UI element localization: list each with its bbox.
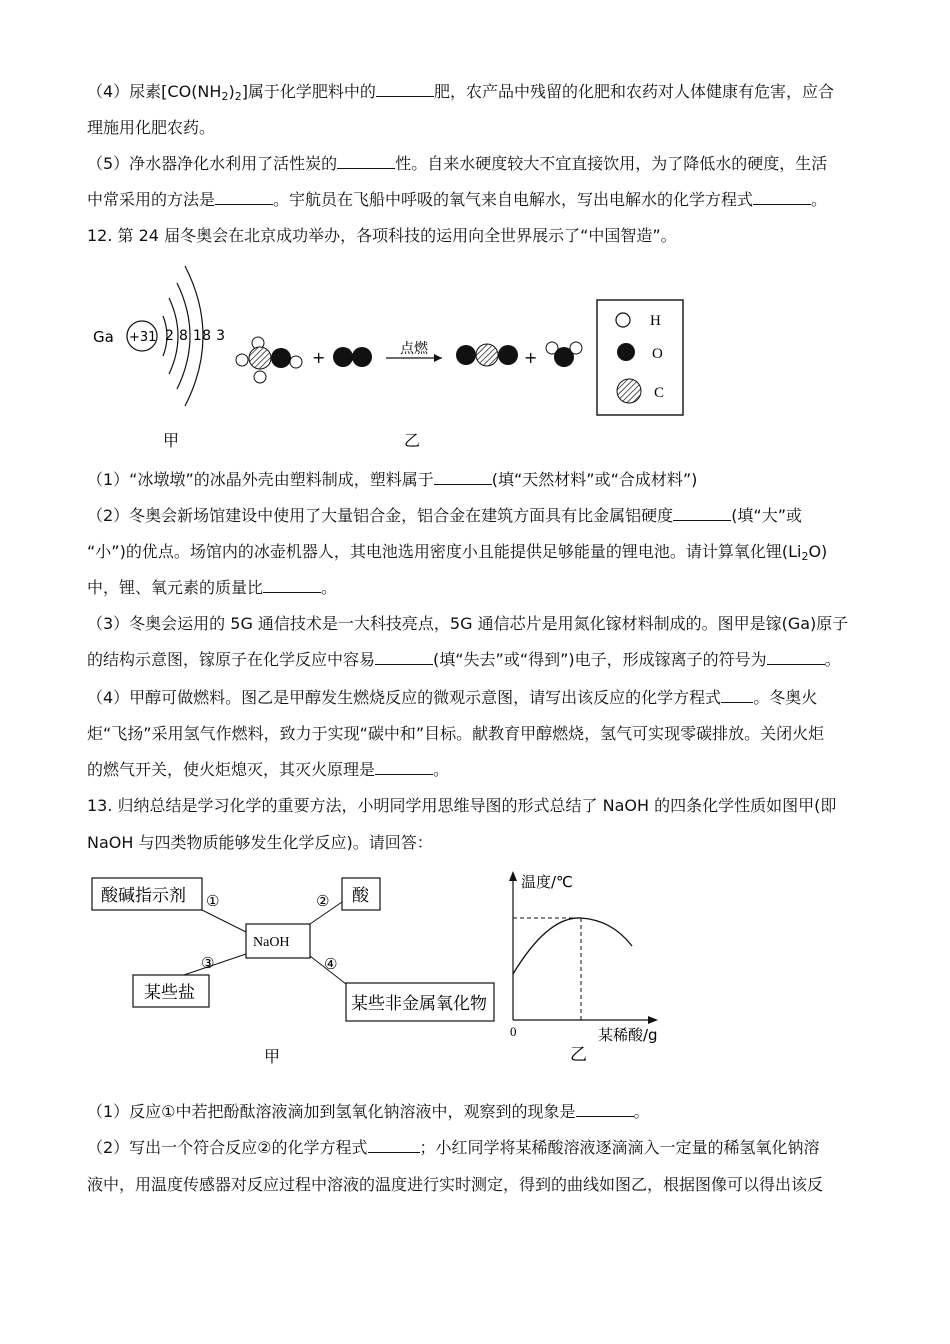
figure-caption-yi-2: 乙 bbox=[570, 1045, 587, 1065]
arrow-head bbox=[434, 354, 442, 362]
q11-part4-line2: 理施用化肥农药。 bbox=[87, 118, 216, 137]
q12-part2-line1: （2）冬奥会新场馆建设中使用了大量铝合金，铝合金在建筑方面具有比金属铝硬度 (填“大”或 bbox=[87, 506, 803, 525]
legend-label-h: H bbox=[650, 313, 661, 329]
plus-sign: + bbox=[312, 348, 326, 367]
q11-part5-line2: 中常采用的方法是 。宇航员在飞船中呼吸的氧气来自电解水，写出电解水的化学方程式 。 bbox=[87, 190, 828, 209]
legend-label-o: O bbox=[652, 346, 663, 362]
answer-blank[interactable] bbox=[767, 650, 825, 665]
temperature-graph bbox=[500, 868, 670, 1068]
q12-part4-line2: 炬“飞扬”采用氢气作燃料，致力于实现“碳中和”目标。献教育甲醇燃烧，氢气可实现零碳排放。关闭火炬 bbox=[87, 724, 825, 743]
figure-caption-jia: 甲 bbox=[163, 431, 180, 450]
box-naoh-label: NaOH bbox=[253, 935, 290, 950]
answer-blank[interactable] bbox=[753, 190, 811, 205]
figure-caption-yi: 乙 bbox=[404, 431, 421, 450]
q12-part3-line1: （3）冬奥会运用的 5G 通信技术是一大科技亮点，5G 通信芯片是用氮化镓材料制成的。图甲是镓(Ga)原子 bbox=[87, 614, 849, 633]
y-axis-arrow bbox=[509, 871, 517, 881]
q13-stem-line2: NaOH 与四类物质能够发生化学反应)。请回答： bbox=[87, 833, 433, 852]
answer-blank[interactable] bbox=[337, 154, 395, 169]
figure-caption-jia-2: 甲 bbox=[264, 1047, 281, 1066]
nucleus-charge: +31 bbox=[129, 330, 157, 345]
answer-blank[interactable] bbox=[375, 650, 433, 665]
q11-part4-line1: （4）尿素$[CO(NH_2)_2]$属于化学肥料中的 肥，农产品中残留的化肥和农药对人体健康有危害，应合 bbox=[87, 82, 834, 103]
answer-blank[interactable] bbox=[375, 760, 433, 775]
box-nonmetal-oxide-label: 某些非金属氧化物 bbox=[351, 994, 487, 1014]
x-axis-arrow bbox=[648, 1016, 658, 1024]
q12-part2-line3: 中，锂、氧元素的质量比 。 bbox=[87, 578, 338, 597]
element-symbol: Ga bbox=[93, 328, 114, 346]
carbon-atom-icon bbox=[617, 379, 641, 403]
reaction-condition: 点燃 bbox=[400, 341, 428, 357]
legend-label-c: C bbox=[654, 385, 665, 401]
marker-4: ④ bbox=[324, 955, 338, 973]
legend-box bbox=[597, 300, 683, 415]
y-axis-label: 温度/℃ bbox=[521, 873, 573, 891]
box-indicator-label: 酸碱指示剂 bbox=[101, 886, 186, 906]
temperature-curve bbox=[513, 918, 632, 974]
q13-stem-line1: 13. 归纳总结是学习化学的重要方法，小明同学用思维导图的形式总结了 NaOH 的四条化学性质如图甲(即 bbox=[87, 796, 837, 815]
x-axis-label: 某稀酸/g bbox=[598, 1026, 658, 1044]
marker-2: ② bbox=[316, 892, 330, 910]
q12-stem: 12. 第 24 届冬奥会在北京成功举办，各项科技的运用向全世界展示了“中国智造”。 bbox=[87, 226, 677, 245]
hydrogen-atom-icon bbox=[616, 313, 630, 327]
origin-label: 0 bbox=[510, 1024, 517, 1039]
answer-blank[interactable] bbox=[576, 1102, 634, 1117]
answer-blank[interactable] bbox=[263, 578, 321, 593]
oxygen-atom-icon bbox=[617, 343, 635, 361]
naoh-mind-map bbox=[88, 872, 500, 1072]
q13-part1: （1）反应①中若把酚酞溶液滴加到氢氧化钠溶液中，观察到的现象是 。 bbox=[87, 1102, 650, 1121]
box-acid-label: 酸 bbox=[352, 886, 369, 906]
plus-sign: + bbox=[524, 348, 538, 367]
answer-blank[interactable] bbox=[376, 82, 434, 97]
q12-part1: （1）“冰墩墩”的冰晶外壳由塑料制成，塑料属于 (填“天然材料”或“合成材料”) bbox=[87, 470, 698, 489]
q12-part4-line3: 的燃气开关，使火炬熄灭，其灭火原理是 。 bbox=[87, 760, 450, 779]
answer-blank[interactable] bbox=[368, 1138, 420, 1153]
link-1 bbox=[202, 910, 246, 932]
oxygen-molecule bbox=[333, 347, 372, 367]
answer-blank[interactable] bbox=[434, 470, 492, 485]
q11-part5-line1: （5）净水器净化水利用了活性炭的 性。自来水硬度较大不宜直接饮用，为了降低水的硬度，生活 bbox=[87, 154, 828, 173]
methanol-molecule bbox=[236, 337, 302, 383]
q12-part2-line2: “小”)的优点。场馆内的冰壶机器人，其电池选用密度小且能提供足够能量的锂电池。请计算氧化锂$(Li_2O)$ bbox=[87, 542, 828, 563]
answer-blank[interactable] bbox=[673, 506, 731, 521]
ga-atom-diagram bbox=[85, 258, 235, 453]
shell-electrons: 2 8 18 3 bbox=[165, 328, 225, 344]
q12-part3-line2: 的结构示意图，镓原子在化学反应中容易 (填“失去”或“得到”)电子，形成镓离子的符号为 。 bbox=[87, 650, 841, 669]
box-salt-label: 某些盐 bbox=[144, 983, 195, 1003]
q13-part2-line2: 液中，用温度传感器对反应过程中溶液的温度进行实时测定，得到的曲线如图乙，根据图像可以得出该反 bbox=[87, 1175, 824, 1194]
marker-1: ① bbox=[206, 892, 220, 910]
methanol-combustion-diagram bbox=[230, 290, 700, 455]
answer-blank[interactable] bbox=[215, 190, 273, 205]
q13-part2-line1: （2）写出一个符合反应②的化学方程式 ；小红同学将某稀酸溶液逐滴滴入一定量的稀氢氧化钠溶 bbox=[87, 1138, 820, 1157]
water-molecule bbox=[546, 342, 582, 367]
carbon-dioxide-molecule bbox=[456, 344, 518, 366]
q12-part4-line1: （4）甲醇可做燃料。图乙是甲醇发生燃烧反应的微观示意图，请写出该反应的化学方程式 。冬奥火 bbox=[87, 688, 818, 707]
marker-3: ③ bbox=[201, 954, 215, 972]
answer-blank[interactable] bbox=[721, 688, 753, 703]
